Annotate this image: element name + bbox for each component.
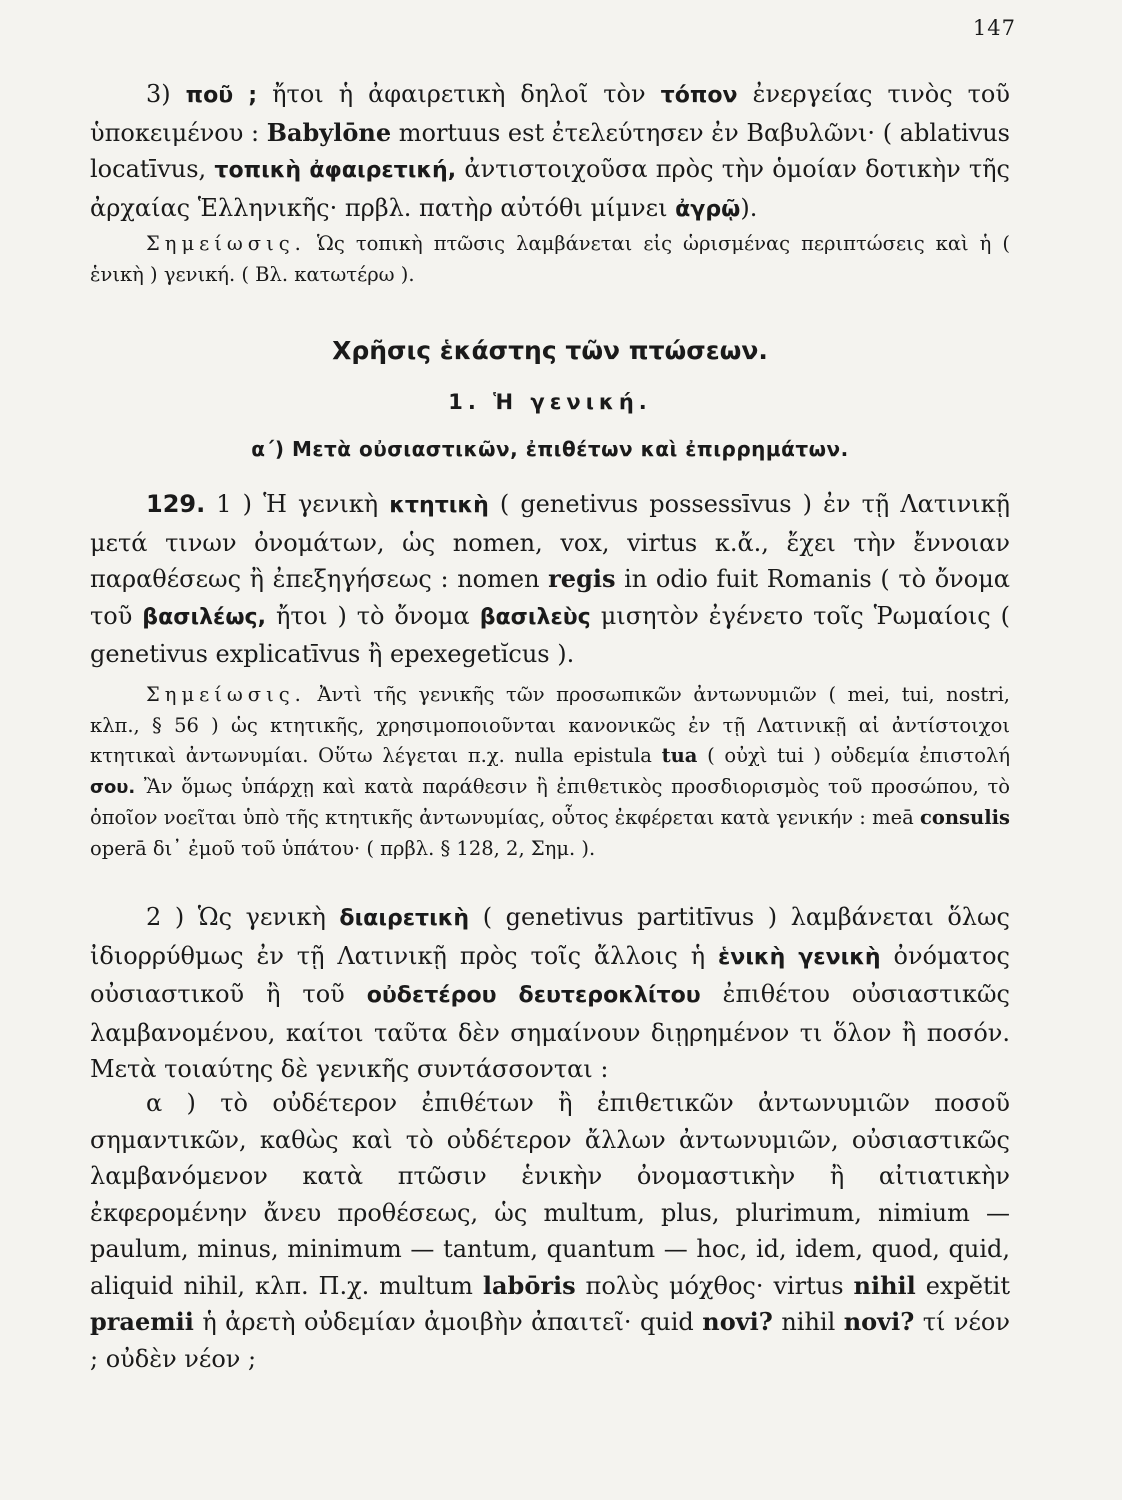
bold-term: ἑνικὴ γενικὴ bbox=[717, 944, 881, 970]
subsubsection-heading: α΄) Μετὰ οὐσιαστικῶν, ἐπιθέτων καὶ ἐπιρρημάτων. bbox=[251, 437, 849, 461]
book-page bbox=[90, 0, 1016, 1500]
note-label: Σημείωσις. bbox=[146, 232, 306, 255]
latin-example: novi? bbox=[702, 1307, 773, 1336]
bold-term: ποῦ ; bbox=[185, 83, 258, 108]
paragraph-a: α ) τὸ οὐδέτερον ἐπιθέτων ἢ ἐπιθετικῶν ἀντωνυμιῶν ποσοῦ σημαντικῶν, καθὼς καὶ τὸ οὐδέτερον ἄλλων ἀντωνυμιῶν, οὐσιαστικῶς λαμβανόμενον κατὰ πτῶσιν ἑνικὴν ὀνομαστικὴν ἢ αἰτιατικὴν ἐκφερομένην ἄνευ προθέσεως, ὡς multum, plus, plurimum, nimium — paulum, minus, minimum — tantum, quantum — hoc, id, idem, quod, quid, aliquid nihil, κλπ. Π.χ. multum labōris πολὺς μόχθος· virtus nihil expĕtit praemii ἡ ἀρετὴ οὐδεμίαν ἀμοιβὴν ἀπαιτεῖ· quid novi? nihil novi? τί νέον ; οὐδὲν νέον ; bbox=[90, 1089, 1010, 1373]
bold-term: οὐδετέρου δευτεροκλίτου bbox=[366, 983, 701, 1008]
note-label: Σημείωσις. bbox=[146, 683, 306, 706]
paragraph-129: 129. 1 ) Ἡ γενικὴ κτητικὴ ( genetivus possessīvus ) ἐν τῇ Λατινικῇ μετά τινων ὀνομάτων, ὡς nomen, vox, virtus κ.ἄ., ἔχει τὴν ἔννοιαν παραθέσεως ἢ ἐπεξηγήσεως : nomen regis in odio fuit Romanis ( τὸ ὄνομα τοῦ βασιλέως, ἤτοι ) τὸ ὄνομα βασιλεὺς μισητὸν ἐγένετο τοῖς Ῥωμαίοις ( genetivus explicatīvus ἢ epexegetĭcus ). bbox=[90, 490, 1011, 668]
paragraph-locative: 3) ποῦ ; ἤτοι ἡ ἀφαιρετικὴ δηλοῖ τὸν τόπον ἐνεργείας τινὸς τοῦ ὑποκειμένου : Babylōne mortuus est ἐτελεύτησεν ἐν Βαβυλῶνι· ( ablativus locatīvus, τοπικὴ ἀφαιρετική, ἀντιστοιχοῦσα πρὸς τὴν ὁμοίαν δοτικὴν τῆς ἀρχαίας Ἑλληνικῆς· πρβλ. πατὴρ αὐτόθι μίμνει ἀγρῷ). bbox=[90, 80, 1010, 222]
latin-example: novi? bbox=[843, 1307, 915, 1336]
latin-example: regis bbox=[548, 564, 616, 593]
bold-term: βασιλεὺς bbox=[479, 604, 591, 630]
latin-example: praemii bbox=[90, 1307, 194, 1336]
bold-term: κτητικὴ bbox=[389, 493, 489, 518]
item-number: 3) bbox=[146, 80, 171, 108]
section-heading: Χρῆσις ἑκάστης τῶν πτώσεων. bbox=[332, 336, 768, 365]
latin-example: consulis bbox=[920, 806, 1011, 829]
bold-term: σου. bbox=[90, 776, 136, 798]
bold-term: βασιλέως, bbox=[142, 604, 266, 630]
latin-example: labōris bbox=[482, 1270, 576, 1300]
bold-term: τοπικὴ ἀφαιρετική, bbox=[214, 158, 457, 183]
subsection-heading: 1. Ἡ γενική. bbox=[448, 390, 652, 414]
section-number: 129. bbox=[146, 490, 206, 518]
note-text: Ὡς τοπικὴ πτῶσις λαμβάνεται εἰς ὡρισμένας περιπτώσεις καὶ ἡ ( ἑνικὴ ) γενική. ( Βλ. κατωτέρω ). bbox=[90, 232, 1010, 286]
bold-term: διαιρετικὴ bbox=[339, 906, 470, 931]
bold-term: ἀγρῷ bbox=[675, 196, 741, 222]
note-2: Σημείωσις. Ἀντὶ τῆς γενικῆς τῶν προσωπικῶν ἀντωνυμιῶν ( mei, tui, nostri, κλπ., § 56 ) ὡς κτητικῆς, χρησιμοποιοῦνται κανονικῶς ἐν τῇ Λατινικῇ αἱ ἀντίστοιχοι κτητικαὶ ἀντωνυμίαι. Οὕτω λέγεται π.χ. nulla epistula tua ( οὐχὶ tui ) οὐδεμία ἐπιστολή σου. Ἂν ὅμως ὑπάρχῃ καὶ κατὰ παράθεσιν ἢ ἐπιθετικὸς προσδιορισμὸς τοῦ προσώπου, τὸ ὁποῖον νοεῖται ὑπὸ τῆς κτητικῆς ἀντωνυμίας, οὗτος ἐκφέρεται κατὰ γενικήν : meā consulis operā δι᾽ ἐμοῦ τοῦ ὑπάτου· ( πρβλ. § 128, 2, Σημ. ). bbox=[90, 683, 1011, 860]
note-1 bbox=[90, 229, 1010, 290]
latin-example: tua bbox=[661, 744, 698, 767]
latin-example: Babylōne bbox=[266, 117, 392, 147]
page-number: 147 bbox=[972, 16, 1016, 40]
latin-example: nihil bbox=[853, 1270, 916, 1300]
paragraph-partitive: 2 ) Ὡς γενικὴ διαιρετικὴ ( genetivus partitīvus ) λαμβάνεται ὅλως ἰδιορρύθμως ἐν τῇ Λατινικῇ πρὸς τοῖς ἄλλοις ἡ ἑνικὴ γενικὴ ὀνόματος οὐσιαστικοῦ ἢ τοῦ οὐδετέρου δευτεροκλίτου ἐπιθέτου οὐσιαστικῶς λαμβανομένου, καίτοι ταῦτα δὲν σημαίνουν διῃρημένον τι ὅλον ἢ ποσόν. Μετὰ τοιαύτης δὲ γενικῆς συντάσσονται : bbox=[90, 903, 1010, 1083]
bold-term: τόπον bbox=[660, 83, 738, 108]
